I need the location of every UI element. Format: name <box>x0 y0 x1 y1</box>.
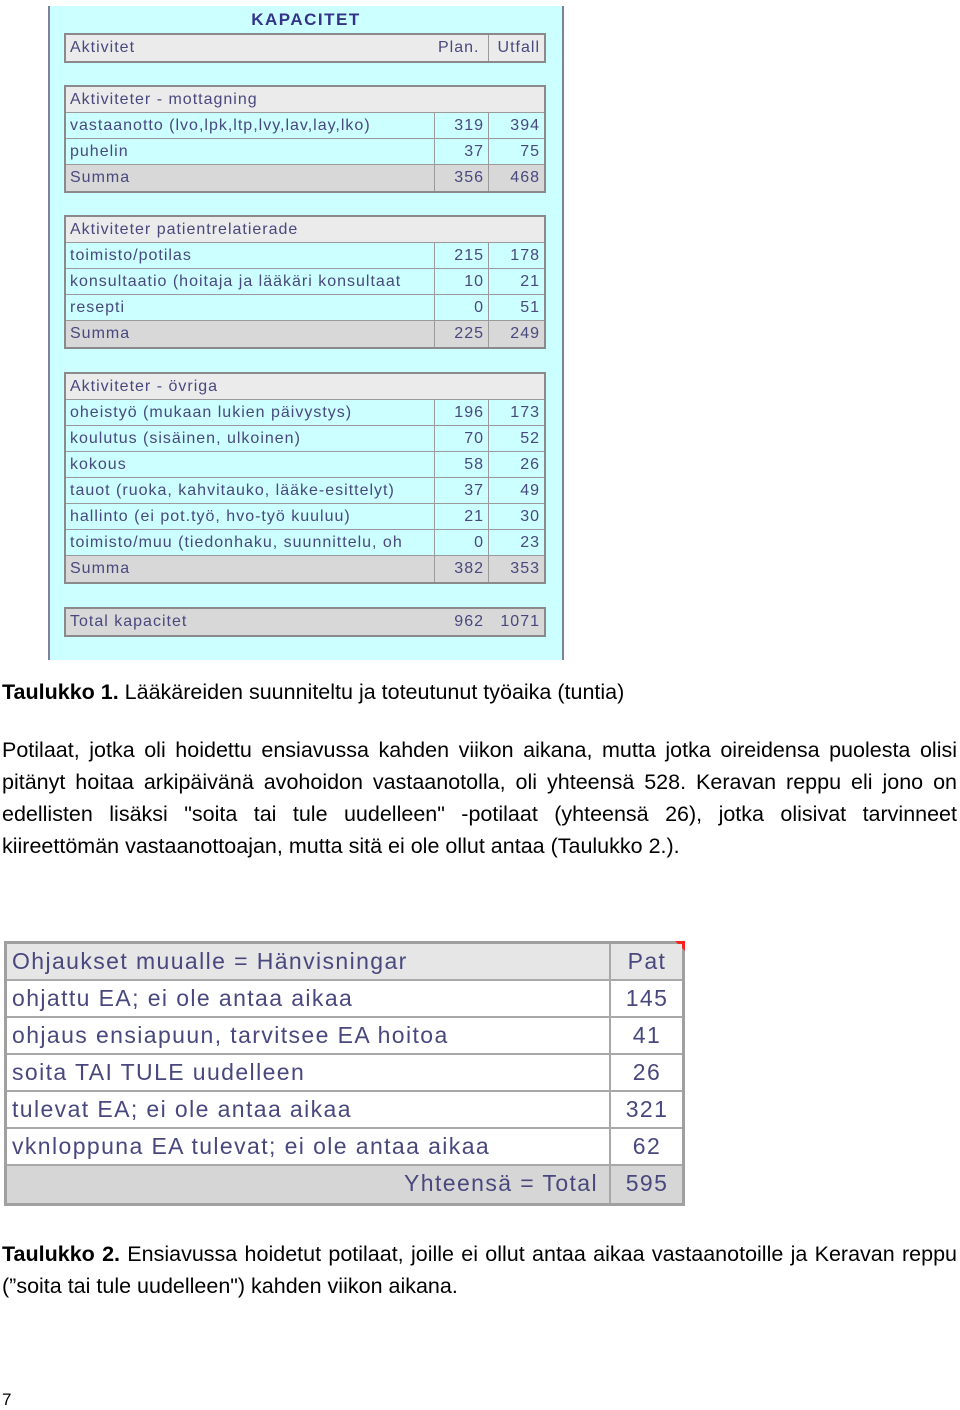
row-label: puhelin <box>70 143 129 160</box>
table-row <box>66 504 544 530</box>
summa-label: Summa <box>70 560 131 577</box>
row-utfall: 21 <box>488 269 544 294</box>
capacity-title: KAPACITET <box>251 10 361 29</box>
summa-row <box>66 556 544 582</box>
table2-header-value: Pat <box>609 944 683 979</box>
summa-utfall: 353 <box>488 556 544 582</box>
row-utfall: 26 <box>488 452 544 477</box>
page-number: 7 <box>2 1390 12 1409</box>
section-title: Aktiviteter - mottagning <box>70 91 258 108</box>
table1-caption-text: Lääkäreiden suunniteltu ja toteutunut työaika (tuntia) <box>118 680 625 704</box>
table-row <box>66 295 544 321</box>
summa-label: Summa <box>70 169 131 186</box>
row-utfall: 178 <box>488 243 544 268</box>
summa-label: Summa <box>70 325 131 342</box>
row-label: hallinto (ei pot.työ, hvo-työ kuuluu) <box>70 508 351 525</box>
row-plan: 319 <box>434 113 488 138</box>
table2-total-value: 595 <box>609 1166 683 1203</box>
table-row <box>66 400 544 426</box>
table2-total-label: Yhteensä = Total <box>404 1170 598 1196</box>
row-label: soita TAI TULE uudelleen <box>12 1059 306 1085</box>
row-plan: 10 <box>434 269 488 294</box>
table2-header-label: Ohjaukset muualle = Hänvisningar <box>12 948 408 974</box>
section-title-row <box>66 374 544 400</box>
row-plan: 70 <box>434 426 488 451</box>
row-plan: 21 <box>434 504 488 529</box>
section-ovriga <box>64 372 546 584</box>
row-plan: 0 <box>434 295 488 320</box>
header-label: Aktivitet <box>70 39 136 56</box>
row-label: toimisto/muu (tiedonhaku, suunnittelu, oh <box>70 534 403 551</box>
row-label: ohjattu EA; ei ole antaa aikaa <box>12 985 354 1011</box>
row-value: 41 <box>609 1018 683 1053</box>
total-row <box>66 609 544 635</box>
table-row <box>66 269 544 295</box>
table-row <box>7 1018 682 1055</box>
row-plan: 196 <box>434 400 488 425</box>
row-label: oheistyö (mukaan lukien päivystys) <box>70 404 353 421</box>
section-mottagning <box>64 85 546 193</box>
capacity-header-table <box>64 33 546 63</box>
table1-caption <box>2 676 957 708</box>
summa-utfall: 468 <box>488 165 544 191</box>
summa-utfall: 249 <box>488 321 544 347</box>
table-row <box>66 530 544 556</box>
row-plan: 215 <box>434 243 488 268</box>
row-utfall: 75 <box>488 139 544 164</box>
row-label: koulutus (sisäinen, ulkoinen) <box>70 430 301 447</box>
table-row <box>66 426 544 452</box>
table-row <box>66 243 544 269</box>
table-row <box>7 981 682 1018</box>
row-label: ohjaus ensiapuun, tarvitsee EA hoitoa <box>12 1022 449 1048</box>
table2-caption-text: Ensiavussa hoidetut potilaat, joille ei ollut antaa aikaa vastaanotoille ja Keravan reppu (”soita tai tule uudelleen") kahden viikon aikana. <box>2 1242 957 1298</box>
section-title-row <box>66 217 544 243</box>
row-plan: 0 <box>434 530 488 555</box>
row-label: vknloppuna EA tulevat; ei ole antaa aikaa <box>12 1133 491 1159</box>
section-title: Aktiviteter - övriga <box>70 378 219 395</box>
summa-plan: 225 <box>434 321 488 347</box>
total-table <box>64 607 546 637</box>
row-value: 62 <box>609 1129 683 1164</box>
total-label: Total kapacitet <box>70 613 188 630</box>
row-plan: 58 <box>434 452 488 477</box>
table-row <box>66 113 544 139</box>
row-label: vastaanotto (lvo,lpk,ltp,lvy,lav,lay,lko) <box>70 117 371 134</box>
row-plan: 37 <box>434 139 488 164</box>
header-utfall: Utfall <box>488 35 544 61</box>
row-label: tulevat EA; ei ole antaa aikaa <box>12 1096 352 1122</box>
row-utfall: 173 <box>488 400 544 425</box>
table-row <box>66 478 544 504</box>
row-utfall: 51 <box>488 295 544 320</box>
row-label: resepti <box>70 299 126 316</box>
body-paragraph: Potilaat, jotka oli hoidettu ensiavussa kahden viikon aikana, mutta jotka oireidensa puolesta olisi pitänyt hoitaa arkipäivänä avohoidon vastaanotolla, oli yhteensä 528. Keravan reppu eli jono on edellisten lisäksi "soita tai tule uudelleen" -potilaat (yhteensä 26), jotka olisivat tarvinneet kiireettömän vastaanottoajan, mutta sitä ei ole ollut antaa (Taulukko 2.). <box>2 738 957 858</box>
summa-plan: 382 <box>434 556 488 582</box>
row-label: toimisto/potilas <box>70 247 192 264</box>
total-plan: 962 <box>454 613 484 630</box>
row-label: konsultaatio (hoitaja ja lääkäri konsultaat <box>70 273 402 290</box>
table-row <box>7 1129 682 1166</box>
row-label: tauot (ruoka, kahvitauko, lääke-esittelyt) <box>70 482 395 499</box>
summa-row <box>66 321 544 347</box>
row-label: kokous <box>70 456 127 473</box>
row-value: 145 <box>609 981 683 1016</box>
row-value: 321 <box>609 1092 683 1127</box>
section-patientrelatierade <box>64 215 546 349</box>
table2-caption-number: Taulukko 2. <box>2 1242 121 1266</box>
table1-caption-number: Taulukko 1. <box>2 680 119 704</box>
table2-caption <box>2 1238 957 1302</box>
total-utfall: 1071 <box>500 613 540 630</box>
table-row <box>66 139 544 165</box>
table-row <box>7 1092 682 1129</box>
row-value: 26 <box>609 1055 683 1090</box>
table-row <box>66 452 544 478</box>
row-utfall: 30 <box>488 504 544 529</box>
table-row <box>7 1055 682 1092</box>
row-utfall: 49 <box>488 478 544 503</box>
table2-total-row <box>7 1166 682 1203</box>
row-utfall: 23 <box>488 530 544 555</box>
row-plan: 37 <box>434 478 488 503</box>
row-utfall: 394 <box>488 113 544 138</box>
capacity-header-row <box>66 35 544 61</box>
section-title: Aktiviteter patientrelatierade <box>70 221 299 238</box>
row-utfall: 52 <box>488 426 544 451</box>
redirections-table <box>4 941 685 1206</box>
summa-plan: 356 <box>434 165 488 191</box>
header-plan: Plan. <box>438 39 480 56</box>
table2-header-row <box>7 944 682 981</box>
section-title-row <box>66 87 544 113</box>
summa-row <box>66 165 544 191</box>
